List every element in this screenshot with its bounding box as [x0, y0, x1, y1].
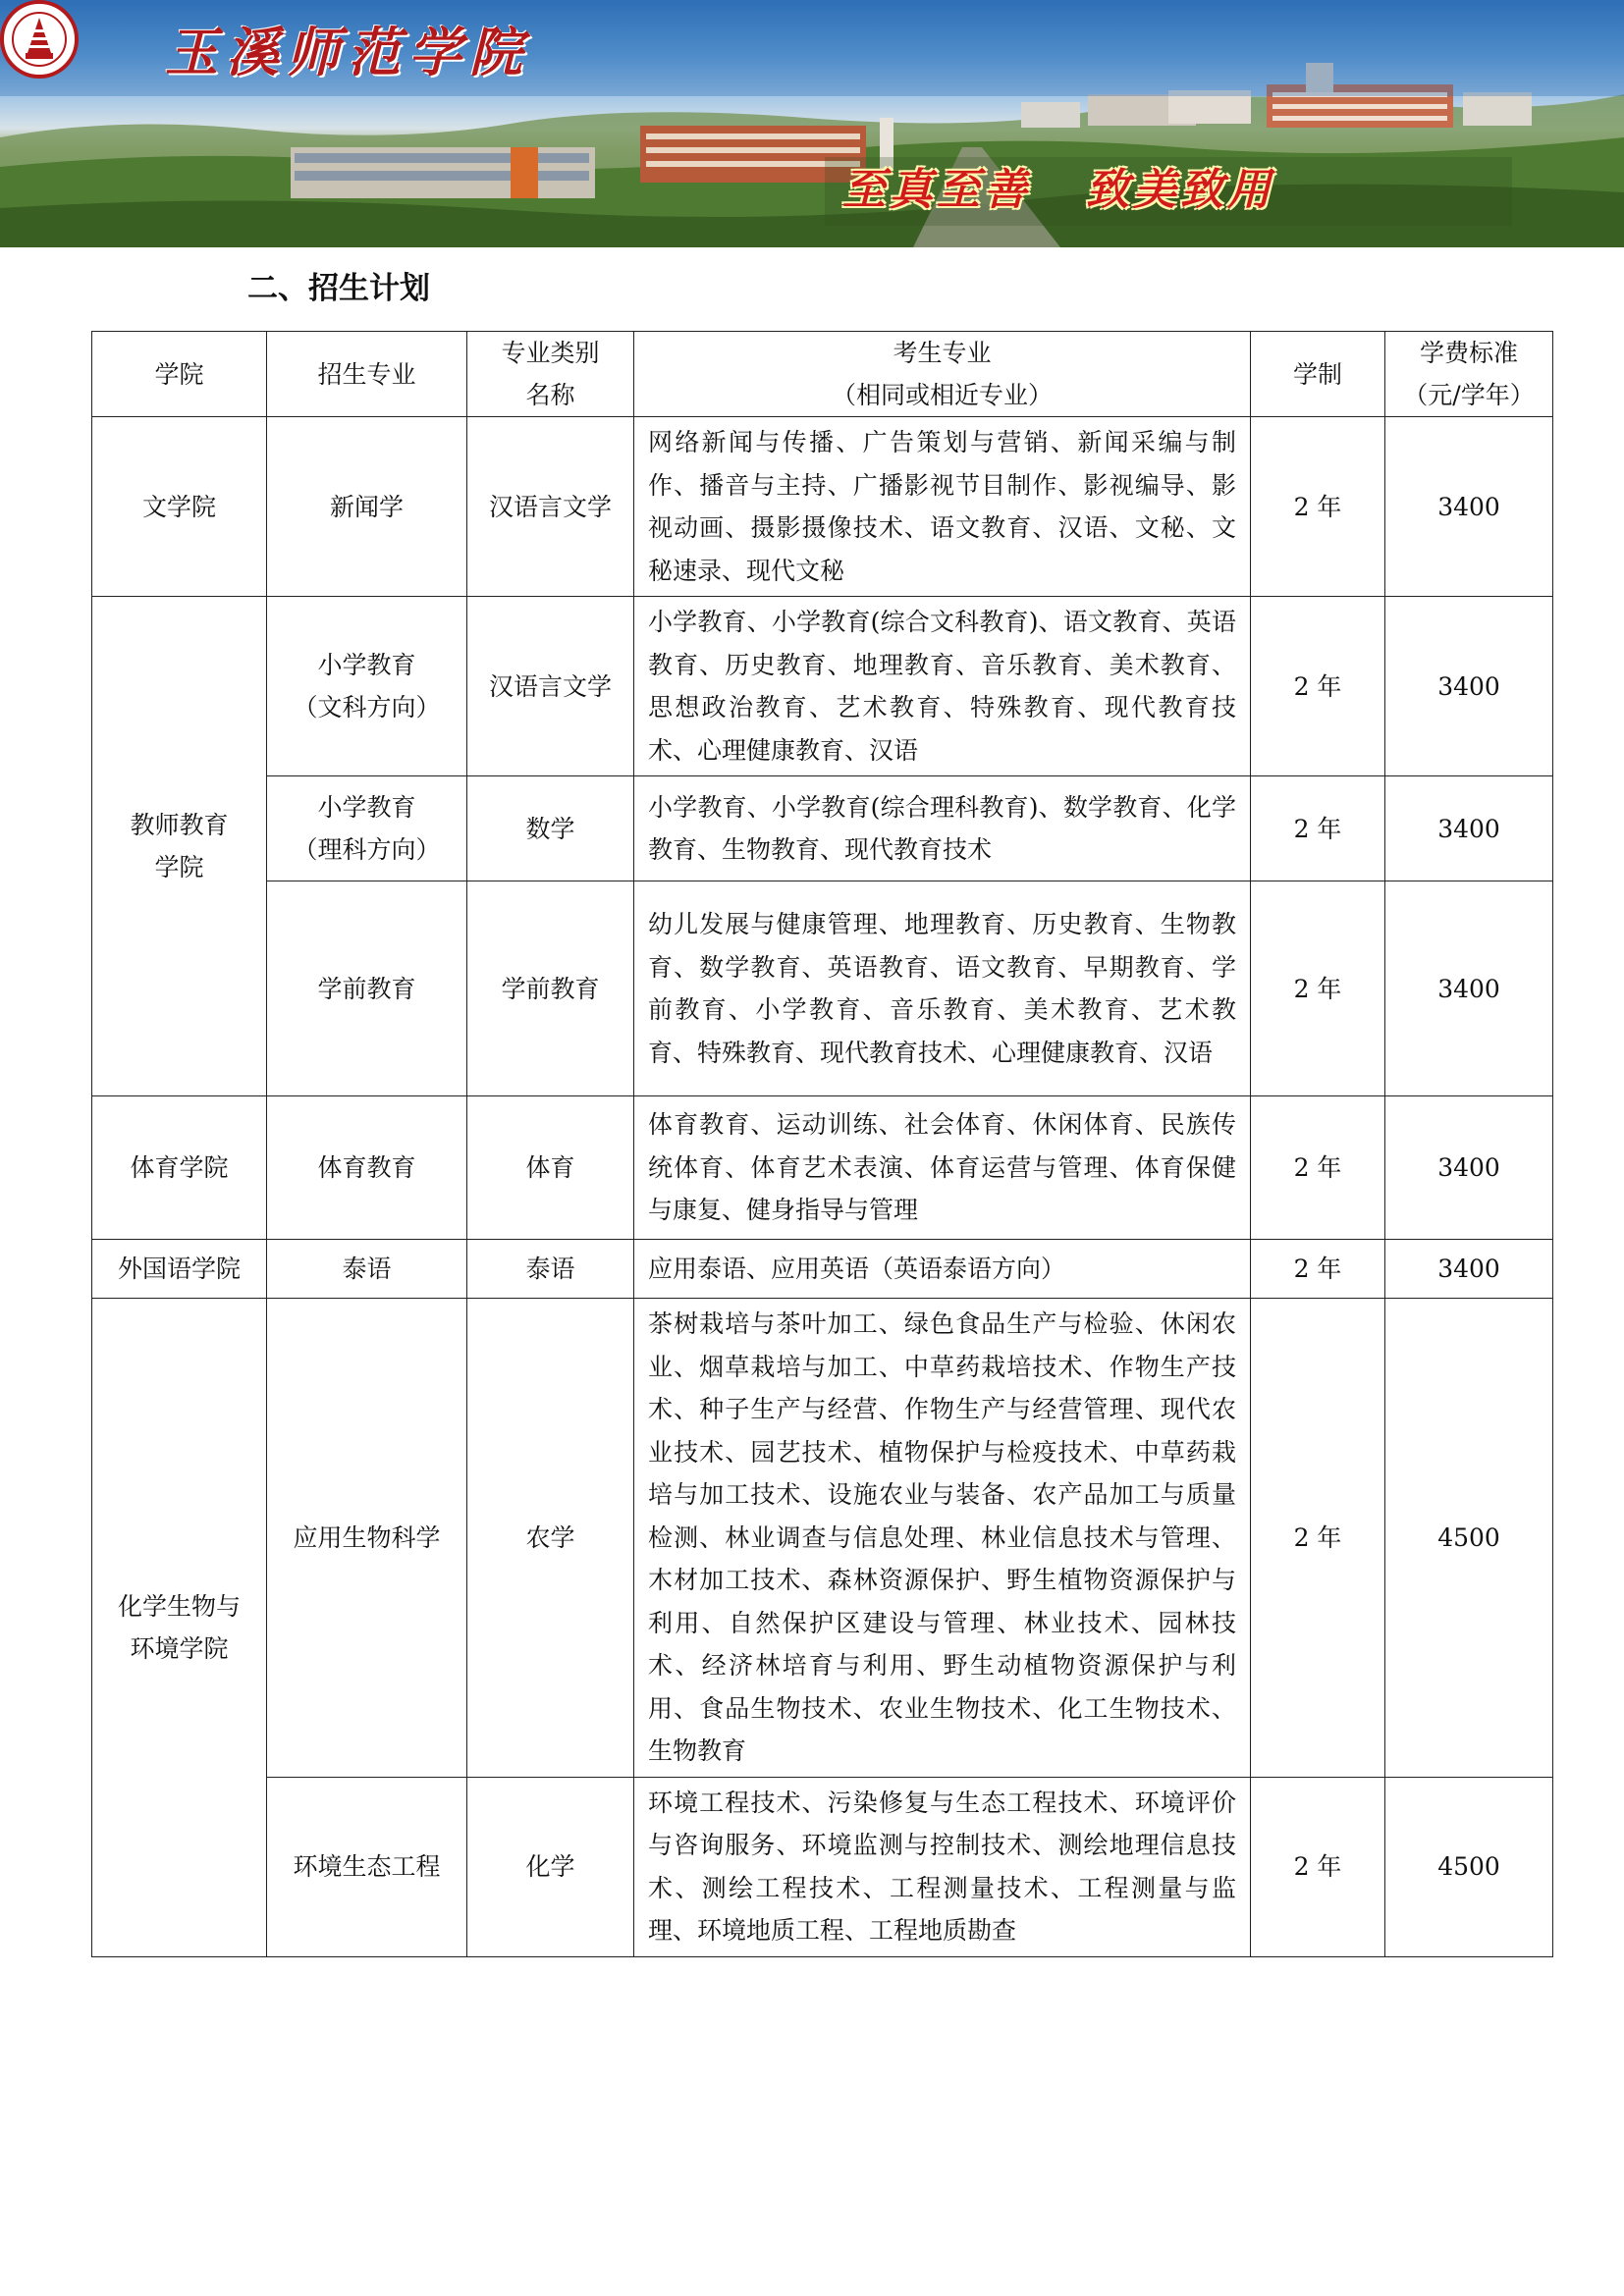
source-majors-cell: 网络新闻与传播、广告策划与营销、新闻采编与制作、播音与主持、广播影视节目制作、影视编导、影视动画、摄影摄像技术、语文教育、汉语、文秘、文秘速录、现代文秘	[634, 417, 1251, 597]
header-banner	[0, 0, 1624, 247]
tuition-cell: 3400	[1385, 776, 1553, 881]
duration-cell: 2 年	[1251, 597, 1385, 776]
school-motto	[842, 161, 1490, 220]
major-cell: 学前教育	[267, 881, 467, 1096]
header-college: 学院	[92, 332, 267, 417]
source-majors-cell: 应用泰语、应用英语（英语泰语方向）	[634, 1240, 1251, 1299]
duration-cell: 2 年	[1251, 1096, 1385, 1240]
table-row	[92, 1096, 1553, 1240]
major-cell: 小学教育 （理科方向）	[267, 776, 467, 881]
major-cell: 体育教育	[267, 1096, 467, 1240]
major-cell: 环境生态工程	[267, 1777, 467, 1956]
duration-cell: 2 年	[1251, 417, 1385, 597]
table-row	[92, 1777, 1553, 1956]
duration-cell: 2 年	[1251, 1299, 1385, 1778]
enrollment-plan-table	[91, 331, 1553, 1957]
table-header-row	[92, 332, 1553, 417]
category-cell: 汉语言文学	[467, 417, 634, 597]
school-name-calligraphy: 玉溪师范学院	[165, 21, 530, 83]
table-row	[92, 881, 1553, 1096]
table-row	[92, 597, 1553, 776]
college-cell: 外国语学院	[92, 1240, 267, 1299]
tuition-cell: 3400	[1385, 597, 1553, 776]
tuition-cell: 3400	[1385, 881, 1553, 1096]
header-major: 招生专业	[267, 332, 467, 417]
tuition-cell: 4500	[1385, 1777, 1553, 1956]
motto-left: 至真至善	[842, 165, 1031, 215]
duration-cell: 2 年	[1251, 1777, 1385, 1956]
table-row	[92, 776, 1553, 881]
header-tuition: 学费标准 （元/学年）	[1385, 332, 1553, 417]
school-seal-logo	[0, 0, 79, 79]
college-cell: 体育学院	[92, 1096, 267, 1240]
tuition-cell: 3400	[1385, 417, 1553, 597]
major-cell: 应用生物科学	[267, 1299, 467, 1778]
header-source-majors: 考生专业 （相同或相近专业）	[634, 332, 1251, 417]
college-cell: 教师教育 学院	[92, 597, 267, 1096]
category-cell: 学前教育	[467, 881, 634, 1096]
table-row	[92, 417, 1553, 597]
category-cell: 农学	[467, 1299, 634, 1778]
source-majors-cell: 环境工程技术、污染修复与生态工程技术、环境评价与咨询服务、环境监测与控制技术、测绘地理信息技术、测绘工程技术、工程测量技术、工程测量与监理、环境地质工程、工程地质勘查	[634, 1777, 1251, 1956]
duration-cell: 2 年	[1251, 1240, 1385, 1299]
category-cell: 数学	[467, 776, 634, 881]
tuition-cell: 3400	[1385, 1096, 1553, 1240]
table-row	[92, 1299, 1553, 1778]
source-majors-cell: 体育教育、运动训练、社会体育、休闲体育、民族传统体育、体育艺术表演、体育运营与管理、体育保健与康复、健身指导与管理	[634, 1096, 1251, 1240]
category-cell: 体育	[467, 1096, 634, 1240]
table-body	[92, 417, 1553, 1957]
college-cell: 化学生物与 环境学院	[92, 1299, 267, 1957]
table-row	[92, 1240, 1553, 1299]
college-cell: 文学院	[92, 417, 267, 597]
category-cell: 汉语言文学	[467, 597, 634, 776]
source-majors-cell: 小学教育、小学教育(综合理科教育)、数学教育、化学教育、生物教育、现代教育技术	[634, 776, 1251, 881]
header-category: 专业类别 名称	[467, 332, 634, 417]
major-cell: 新闻学	[267, 417, 467, 597]
major-cell: 小学教育 （文科方向）	[267, 597, 467, 776]
tuition-cell: 4500	[1385, 1299, 1553, 1778]
source-majors-cell: 幼儿发展与健康管理、地理教育、历史教育、生物教育、数学教育、英语教育、语文教育、早期教育、学前教育、小学教育、音乐教育、美术教育、艺术教育、特殊教育、现代教育技术、心理健康教育、汉语	[634, 881, 1251, 1096]
header-duration: 学制	[1251, 332, 1385, 417]
section-title: 二、招生计划	[247, 271, 430, 306]
category-cell: 泰语	[467, 1240, 634, 1299]
duration-cell: 2 年	[1251, 776, 1385, 881]
motto-right: 致美致用	[1086, 165, 1274, 215]
source-majors-cell: 小学教育、小学教育(综合文科教育)、语文教育、英语教育、历史教育、地理教育、音乐教育、美术教育、思想政治教育、艺术教育、特殊教育、现代教育技术、心理健康教育、汉语	[634, 597, 1251, 776]
category-cell: 化学	[467, 1777, 634, 1956]
source-majors-cell: 茶树栽培与茶叶加工、绿色食品生产与检验、休闲农业、烟草栽培与加工、中草药栽培技术、作物生产技术、种子生产与经营、作物生产与经营管理、现代农业技术、园艺技术、植物保护与检疫技术、中草药栽培与加工技术、设施农业与装备、农产品加工与质量检测、林业调查与信息处理、林业信息技术与管理、木材加工技术、森林资源保护、野生植物资源保护与利用、自然保护区建设与管理、林业技术、园林技术、经济林培育与利用、野生动植物资源保护与利用、食品生物技术、农业生物技术、化工生物技术、生物教育	[634, 1299, 1251, 1778]
duration-cell: 2 年	[1251, 881, 1385, 1096]
tuition-cell: 3400	[1385, 1240, 1553, 1299]
major-cell: 泰语	[267, 1240, 467, 1299]
